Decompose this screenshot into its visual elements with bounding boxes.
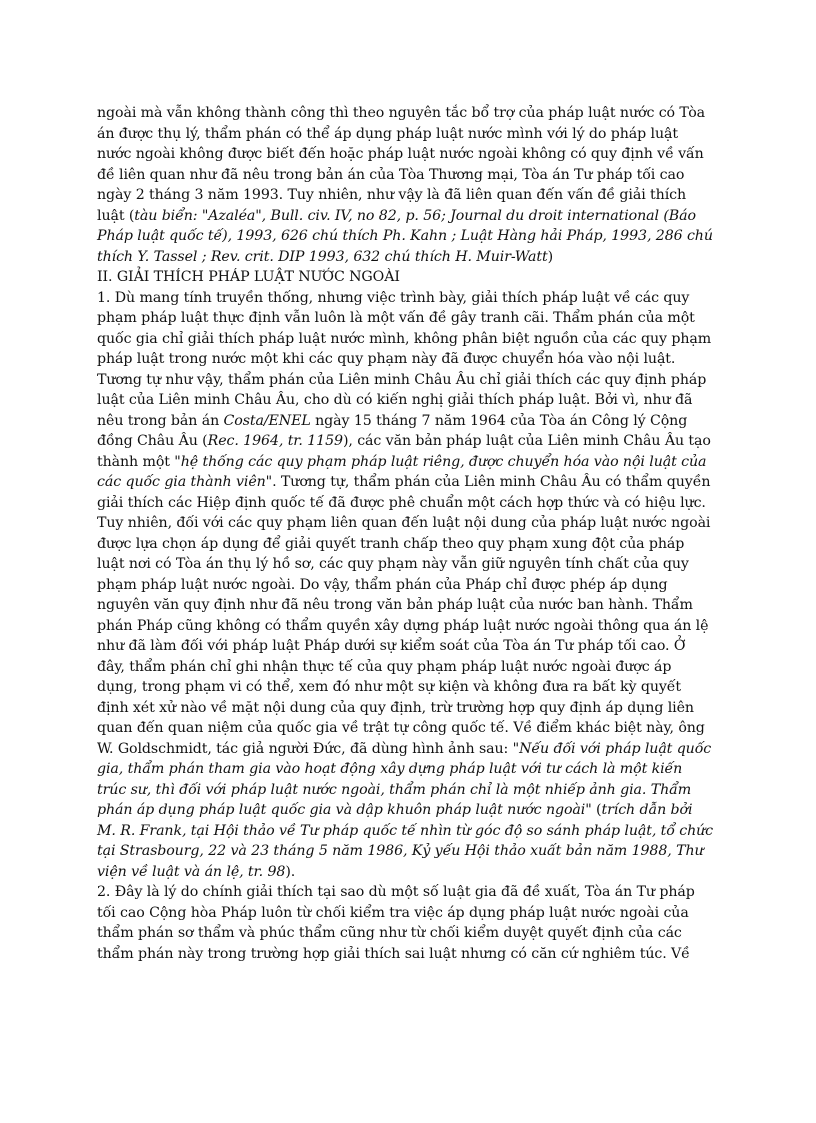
text-run: 2. Đây là lý do chính giải thích tại sao dù một số luật gia đã đề xuất, Tòa án Tư pháp tối cao Cộng hòa Pháp luôn từ chối kiểm tra việc áp dụng pháp luật nước ngoài của thẩm phán sơ thẩm và phúc thẩm cũng như từ chối kiểm duyệt quyết định của các thẩm phán này trong trường hợp giải thích sai luật nhưng có căn cứ nghiêm túc. Về: [97, 884, 695, 962]
citation-italic: trích dẫn bởi M. R. Frank, tại Hội thảo về Tư pháp quốc tế nhìn từ góc độ so sánh pháp luật, tổ chức tại Strasbourg, 22 và 23 tháng 5 năm 1986, Kỷ yếu Hội thảo xuất bản năm 1988, Thư viện về luật và án lệ, tr. 98: [97, 802, 713, 880]
text-run: ).: [285, 863, 296, 880]
text-run: " (: [585, 802, 602, 818]
text-run: Tuy nhiên, đối với các quy phạm liên quan đến luật nội dung của pháp luật nước ngoài được lựa chọn áp dụng để giải quyết tranh chấp theo quy phạm xung đột của pháp luật nơi có Tòa án thụ lý hồ sơ, các quy phạm này vẫn giữ nguyên tính chất của quy phạm pháp luật nước ngoài. Do vậy, thẩm phán của Pháp chỉ được phép áp dụng nguyên văn quy định như đã nêu trong văn bản pháp luật của nước ban hành. Thẩm phán Pháp cũng không có thẩm quyền xây dựng pháp luật nước ngoài thông qua án lệ như đã làm đối với pháp luật Pháp dưới sự kiểm soát của Tòa án Tư pháp tối cao. Ở đây, thẩm phán chỉ ghi nhận thực tế của quy phạm pháp luật nước ngoài được áp dụng, trong phạm vi có thể, xem đó như một sự kiện và không đưa ra bất kỳ quyết định xét xử nào về mặt nội dung của quy định, trừ trường hợp quy định áp dụng liên quan đến quan niệm của quốc gia về trật tự công quốc tế. Về điểm khác biệt này, ông W. Goldschmidt, tác giả người Đức, đã dùng hình ảnh sau: ": [97, 515, 711, 757]
text-run: ), các văn bản pháp luật của Liên minh Châu Âu tạo thành một ": [97, 433, 711, 470]
document-page: [97, 103, 713, 964]
quote-italic: hệ thống các quy phạm pháp luật riêng, được chuyển hóa vào nội luật của các quốc gia thành viên: [97, 453, 707, 490]
quote-italic: Nếu đối với pháp luật quốc gia, thẩm phán tham gia vào hoạt động xây dựng pháp luật với tư cách là một kiến trúc sư, thì đối với pháp luật nước ngoài, thẩm phán chỉ là một nhiếp ảnh gia. Thẩm phán áp dụng pháp luật quốc gia và dập khuôn pháp luật nước ngoài: [97, 740, 712, 818]
paragraph-1: [97, 288, 713, 514]
text-run: ngày 15 tháng 7 năm 1964 của Tòa án Công lý Cộng đồng Châu Âu (: [97, 412, 688, 449]
section-heading: II. GIẢI THÍCH PHÁP LUẬT NƯỚC NGOÀI: [97, 269, 400, 285]
text-run: ngoài mà vẫn không thành công thì theo nguyên tắc bổ trợ của pháp luật nước có Tòa án được thụ lý, thẩm phán có thể áp dụng pháp luật nước mình với lý do pháp luật nước ngoài không được biết đến hoặc pháp luật nước ngoài không có quy định về vấn đề liên quan như đã nêu trong bản án của Tòa Thương mại, Tòa án Tư pháp tối cao ngày 2 tháng 3 năm 1993. Tuy nhiên, như vậy là đã liên quan đến vấn đề giải thích luật (: [97, 105, 706, 224]
text-run: ): [547, 248, 554, 265]
citation-italic: tàu biển: "Azaléa", Bull. civ. IV, no 82, p. 56; Journal du droit international (Báo Pháp luật quốc tế), 1993, 626 chú thích Ph. Kahn ; Luật Hàng hải Pháp, 1993, 286 chú thích Y. Tassel ; Rev. crit. DIP 1993, 632 chú thích H. Muir-Watt: [97, 207, 713, 265]
text-run: ". Tương tự, thẩm phán của Liên minh Châu Âu có thẩm quyền giải thích các Hiệp định quốc tế đã được phê chuẩn một cách hợp thức và có hiệu lực.: [97, 474, 711, 511]
paragraph-continuation: [97, 103, 713, 267]
text-run: 1. Dù mang tính truyền thống, nhưng việc trình bày, giải thích pháp luật về các quy phạm pháp luật thực định vẫn luôn là một vấn đề gây tranh cãi. Thẩm phán của một quốc gia chỉ giải thích pháp luật nước mình, không phân biệt nguồn của các quy phạm pháp luật trong nước một khi các quy phạm này đã được chuyển hóa vào nội luật. Tương tự như vậy, thẩm phán của Liên minh Châu Âu chỉ giải thích các quy định pháp luật của Liên minh Châu Âu, cho dù có kiến nghị giải thích pháp luật. Bởi vì, như đã nêu trong bản án: [97, 289, 712, 429]
citation-italic: Rec. 1964, tr. 1159: [207, 433, 343, 449]
case-name-italic: Costa/ENEL: [223, 412, 311, 429]
paragraph-3: [97, 882, 713, 964]
paragraph-2: [97, 513, 713, 882]
